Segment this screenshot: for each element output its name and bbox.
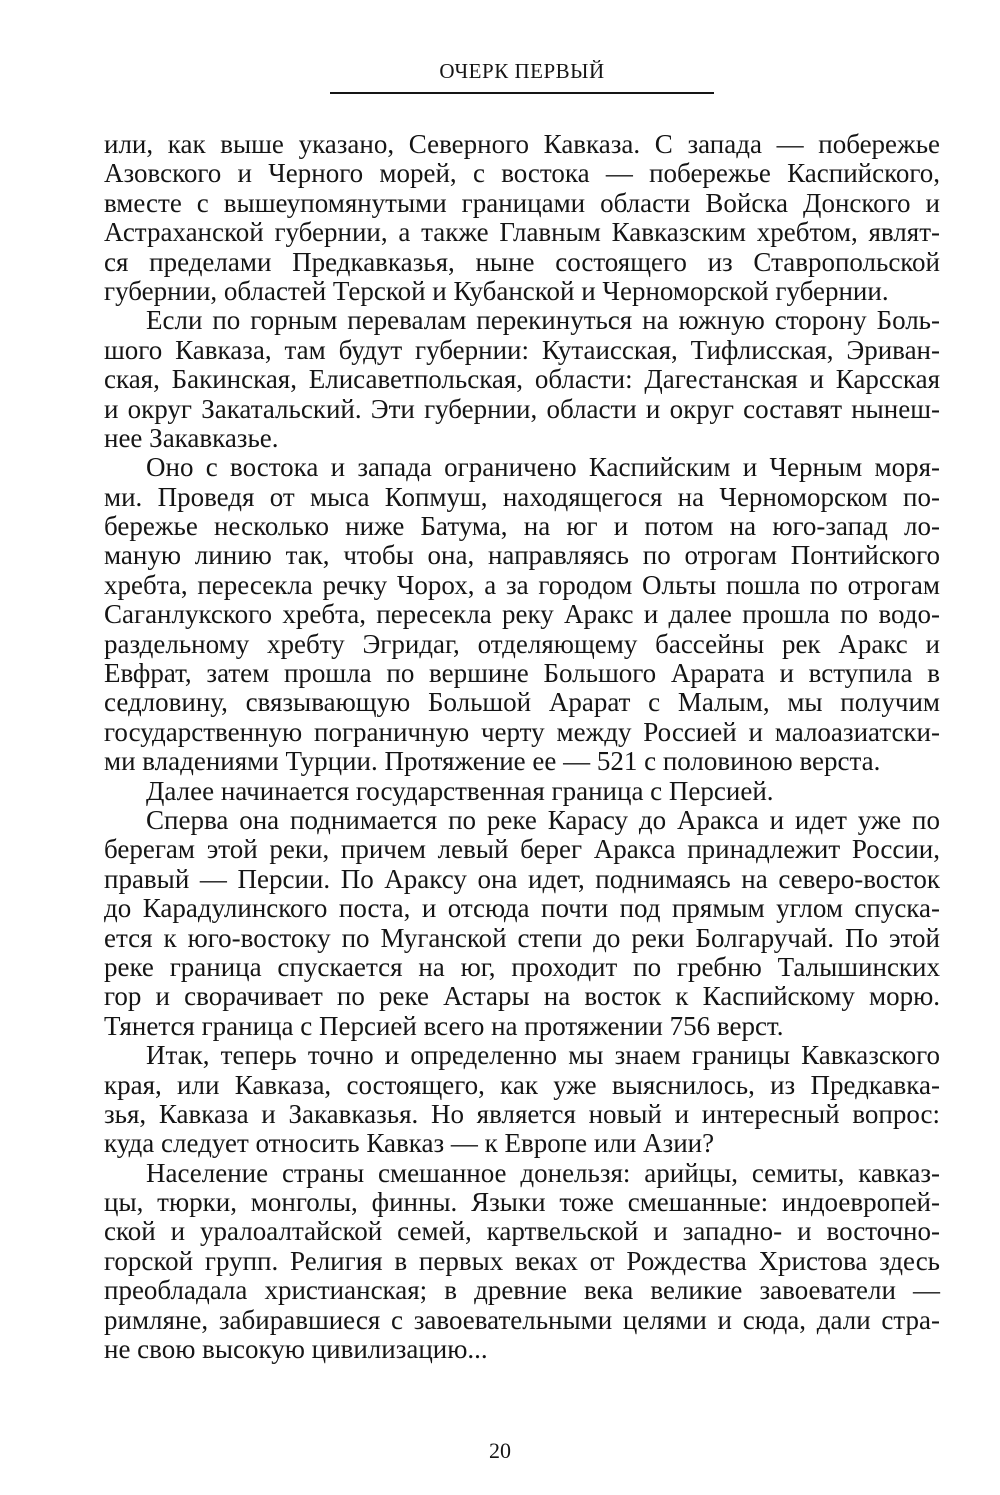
text-line: реке граница спускается на юг, проходит по гребню Талышинских — [104, 951, 940, 982]
text-line: Тянется граница с Персией всего на протяжении 756 верст. — [104, 1010, 784, 1041]
text-line: Астраханской губернии, а также Главным Кавказским хребтом, являт- — [104, 217, 940, 248]
text-line: или, как выше указано, Северного Кавказа. С запада — побережье — [104, 129, 940, 159]
text-line: преобладала христианская; в древние века великие завоеватели — — [104, 1275, 940, 1306]
text-line: раздельному хребту Эгридаг, отделяющему бассейны рек Аракс и — [104, 628, 940, 659]
text-line: Если по горным перевалам перекинуться на южную сторону Боль- — [146, 305, 940, 336]
text-line: Евфрат, затем прошла по вершине Большого Арарата и вступила в — [104, 658, 940, 689]
header-rule — [330, 92, 714, 94]
text-line: горской групп. Религия в первых веках от Рождества Христова здесь — [104, 1245, 940, 1276]
text-line: нее Закавказье. — [104, 422, 279, 453]
text-line: ская, Бакинская, Елисаветпольская, области: Дагестанская и Карсская — [104, 364, 940, 395]
paragraph — [104, 453, 940, 776]
text-line: маную линию так, чтобы она, направляясь по отрогам Понтийского — [104, 540, 940, 571]
paragraph — [104, 1159, 940, 1365]
text-line: Сперва она поднимается по реке Карасу до Аракса и идет уже по — [146, 804, 940, 835]
text-line: ми. Проведя от мыса Копмуш, находящегося на Черноморском по- — [104, 481, 940, 512]
page-number: 20 — [489, 1438, 511, 1463]
text-line: ской и уралоалтайской семей, картвельской и западно- и восточно- — [104, 1216, 940, 1247]
paragraph — [104, 1041, 940, 1159]
body-text — [104, 130, 940, 1364]
text-line: губернии, областей Терской и Кубанской и Черноморской губернии. — [104, 275, 889, 306]
text-line: Оно с востока и запада ограничено Каспийским и Черным моря- — [146, 452, 940, 483]
text-line: государственную пограничную черту между Россией и малоазиатски- — [104, 716, 940, 747]
paragraph — [104, 130, 940, 306]
text-line: края, или Кавказа, состоящего, как уже выяснилось, из Предкавка- — [104, 1069, 940, 1100]
paragraph — [104, 306, 940, 453]
text-line: Далее начинается государственная граница с Персией. — [146, 775, 774, 806]
text-line: Население страны смешанное донельзя: арийцы, семиты, кавказ- — [146, 1157, 940, 1188]
text-line: Саганлукского хребта, пересекла реку Аракс и далее прошла по водо- — [104, 599, 940, 630]
text-line: куда следует относить Кавказ — к Европе или Азии? — [104, 1128, 715, 1159]
paragraph — [104, 777, 940, 806]
text-line: правый — Персии. По Араксу она идет, поднимаясь на северо-восток — [104, 863, 940, 894]
text-line: зья, Кавказа и Закавказья. Но является новый и интересный вопрос: — [104, 1098, 940, 1129]
text-line: шого Кавказа, там будут губернии: Кутаисская, Тифлисская, Эриван- — [104, 334, 940, 365]
text-line: ся пределами Предкавказья, ныне состоящего из Ставропольской — [104, 246, 940, 277]
text-line: Азовского и Черного морей, с востока — побережье Каспийского, — [104, 158, 940, 189]
text-line: ми владениями Турции. Протяжение ее — 521 с половиною верста. — [104, 746, 881, 777]
text-line: римляне, забиравшиеся с завоевательными целями и сюда, дали стра- — [104, 1304, 940, 1335]
text-line: до Карадулинского поста, и отсюда почти под прямым углом спуска- — [104, 893, 940, 924]
paragraph — [104, 806, 940, 1041]
text-line: седловину, связывающую Большой Арарат с Малым, мы получим — [104, 687, 940, 718]
text-line: и округ Закатальский. Эти губернии, области и округ составят нынеш- — [104, 393, 940, 424]
text-line: берегам этой реки, причем левый берег Аракса принадлежит России, — [104, 834, 940, 865]
text-line: хребта, пересекла речку Чорох, а за городом Ольты пошла по отрогам — [104, 569, 940, 600]
text-line: вместе с вышеупомянутыми границами области Войска Донского и — [104, 187, 940, 218]
text-line: ется к юго-востоку по Муганской степи до реки Болгаручай. По этой — [104, 922, 940, 953]
running-head: ОЧЕРК ПЕРВЫЙ — [439, 59, 605, 83]
text-line: цы, тюрки, монголы, финны. Языки тоже смешанные: индоевропей- — [104, 1187, 940, 1218]
text-line: бережье несколько ниже Батума, на юг и потом на юго-запад ло- — [104, 511, 940, 542]
text-line: Итак, теперь точно и определенно мы знаем границы Кавказского — [146, 1040, 940, 1071]
text-line: гор и сворачивает по реке Астары на восток к Каспийскому морю. — [104, 981, 940, 1012]
text-line: не свою высокую цивилизацию... — [104, 1334, 488, 1365]
